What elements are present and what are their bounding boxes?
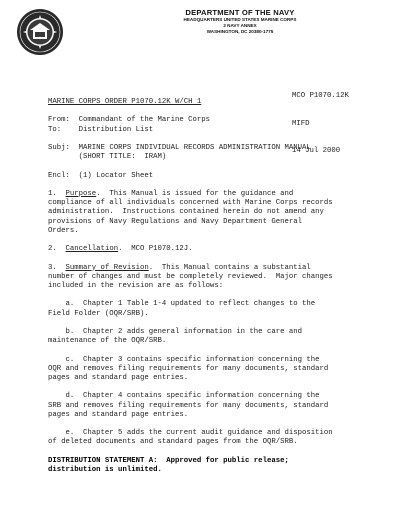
paragraph-line: maintenance of the OQR/SRB.: [48, 337, 167, 346]
city-address: WASHINGTON, DC 20380-1775: [206, 29, 274, 34]
paragraph-line: included in the revision are as follows:: [48, 281, 224, 290]
paragraph-line: Field Folder (OQR/SRB).: [48, 309, 149, 318]
paragraph-line: number of changes and must be completely reviewed. Major changes: [48, 272, 333, 281]
paragraph-line: OQR and removes filing requirements for many documents, standard: [48, 364, 329, 373]
paragraph-line: Orders.: [48, 226, 79, 235]
paragraph-line: of deleted documents and standard pages from the OQR/SRB.: [48, 438, 298, 447]
office-code: MIFD: [292, 119, 310, 128]
to-line: To: Distribution List: [48, 125, 154, 134]
subparagraph-c: c. Chapter 3 contains specific information concerning the: [65, 355, 320, 364]
annex-address: 2 NAVY ANNEX: [223, 23, 257, 28]
department-of-defense-seal-icon: [16, 8, 64, 56]
order-number: MCO P1070.12K: [292, 92, 349, 100]
paragraph-line: compliance of all individuals concerned with Marine Corps records: [48, 199, 333, 208]
headquarters-name: HEADQUARTERS UNITED STATES MARINE CORPS: [183, 17, 297, 22]
subject-line: Subj: MARINE CORPS INDIVIDUAL RECORDS ADMINISTRATION MANUAL: [48, 143, 311, 152]
paragraph-line: pages and standard page entries.: [48, 373, 189, 382]
paragraph-line: pages and standard page entries.: [48, 410, 189, 419]
paragraph-line: administration. Instructions contained herein do not amend any: [48, 208, 324, 217]
distribution-statement-2: distribution is unlimited.: [48, 465, 162, 474]
subparagraph-e: e. Chapter 5 adds the current audit guidance and disposition: [65, 429, 333, 438]
paragraph-line: SRB and removes filing requirements for many documents, standard: [48, 401, 329, 410]
paragraph-line: provisions of Navy Regulations and Navy Department General: [48, 217, 302, 226]
enclosure-line: Encl: (1) Locator Sheet: [48, 171, 154, 180]
order-body: [48, 98, 378, 475]
subparagraph-a: a. Chapter 1 Table 1-4 updated to reflect changes to the: [65, 300, 316, 309]
subparagraph-b: b. Chapter 2 adds general information in the care and: [65, 327, 302, 336]
from-line: From: Commandant of the Marine Corps: [48, 116, 211, 125]
subject-line-2: (SHORT TITLE: IRAM): [78, 153, 167, 162]
paragraph-purpose: 1. Purpose. This Manual is issued for the guidance and: [48, 189, 294, 198]
department-name: DEPARTMENT OF THE NAVY: [185, 8, 295, 17]
order-title: MARINE CORPS ORDER P1070.12K W/CH 1: [48, 98, 202, 106]
distribution-statement: DISTRIBUTION STATEMENT A: Approved for public release;: [48, 456, 289, 465]
letterhead: [120, 8, 360, 35]
paragraph-summary: 3. Summary of Revision. This Manual contains a substantial: [48, 263, 311, 272]
subparagraph-d: d. Chapter 4 contains specific information concerning the: [65, 392, 320, 401]
order-date: 14 Jul 2000: [292, 147, 341, 155]
paragraph-cancellation: 2. Cancellation. MCO P1070.12J.: [48, 245, 193, 254]
